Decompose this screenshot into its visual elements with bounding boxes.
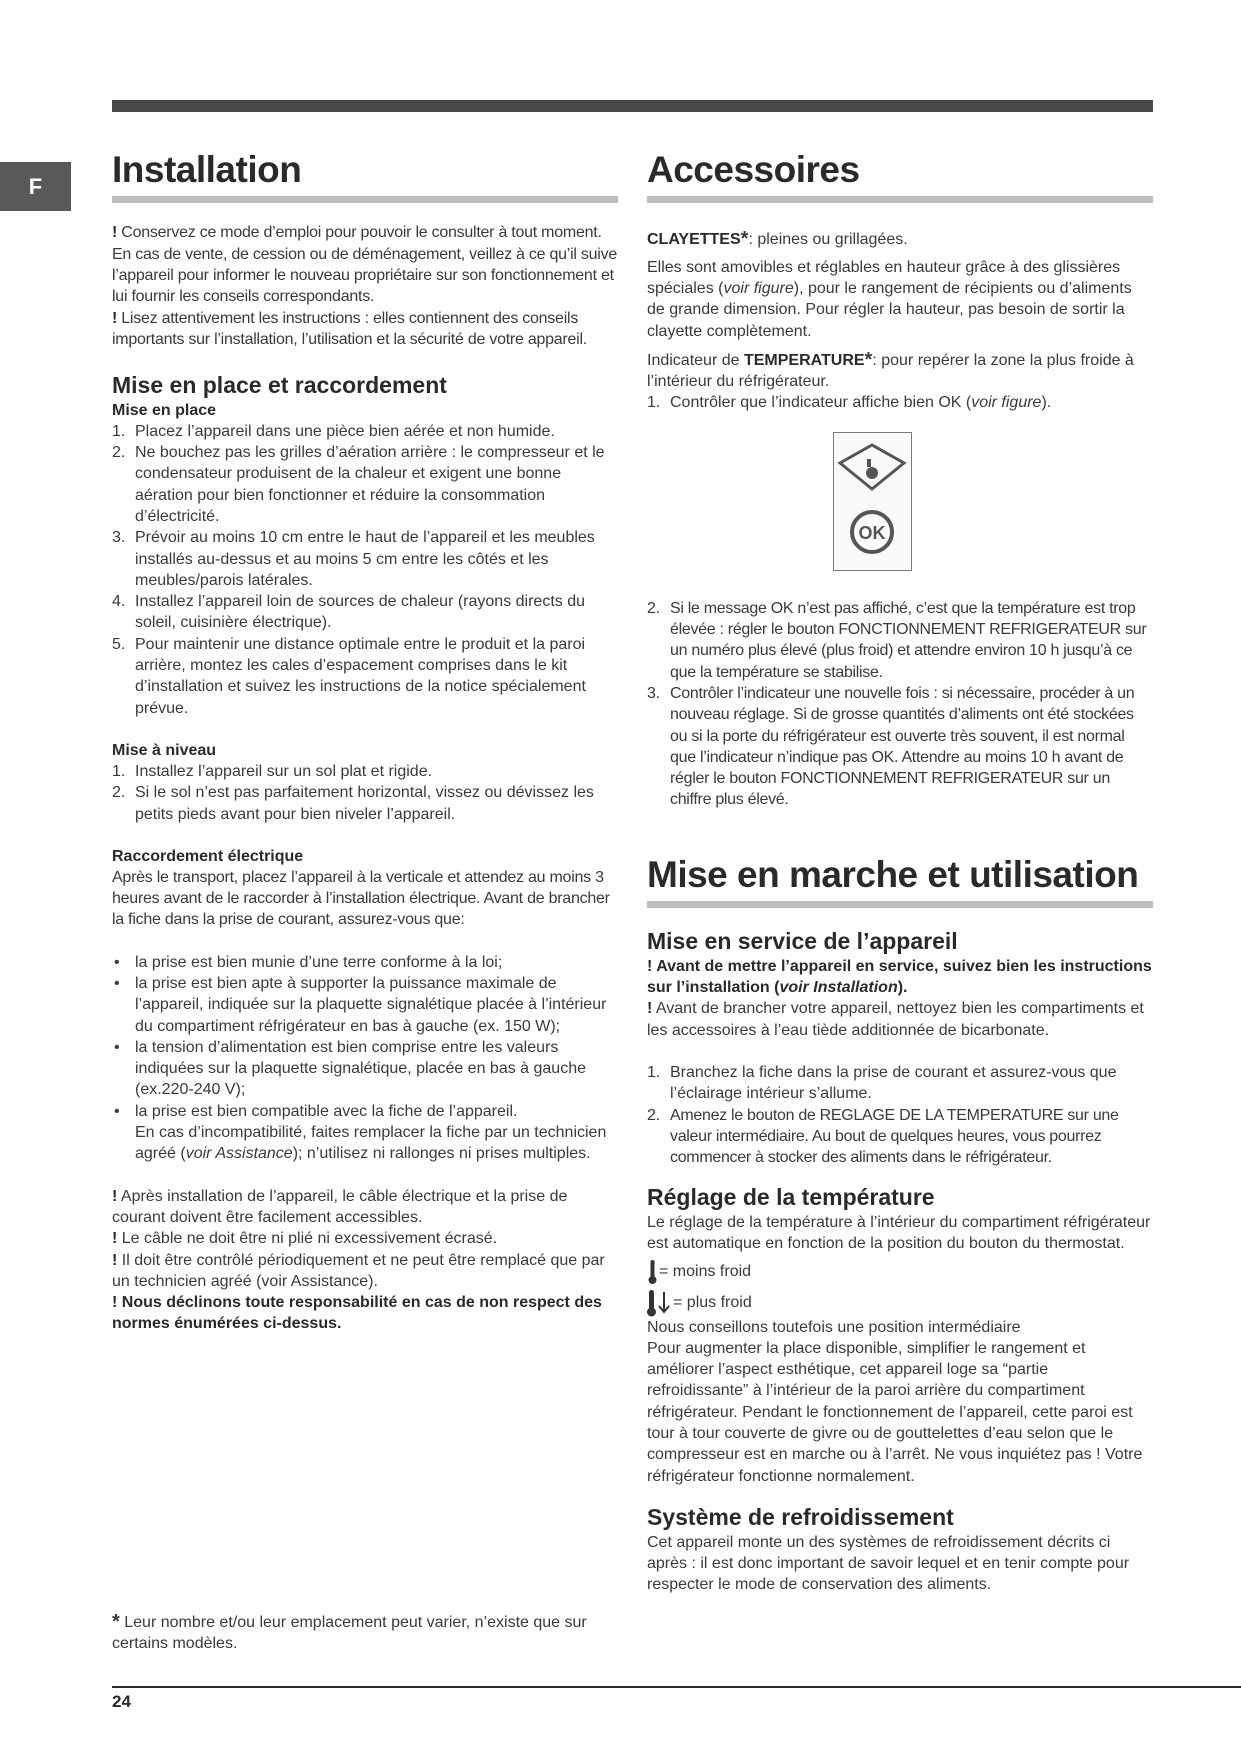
more-cold-label: = plus froid <box>673 1293 752 1311</box>
list-item: 2. Ne bouchez pas les grilles d’aération arrière : le compresseur et le condensateur produisent de la chaleur et exigent une bonne aération pour bien fonctionner et réduire la consommation d’électricité. <box>112 444 605 525</box>
service-bold-warning: ! Avant de mettre l’appareil en service, suivez bien les instructions sur l’installation (voir Installation). <box>647 957 1152 997</box>
list-item: 1. Contrôler que l’indicateur affiche bien OK (voir figure). <box>647 394 1052 412</box>
level-list <box>112 761 618 825</box>
list-item: 3. Prévoir au moins 10 cm entre le haut de l’appareil et les meubles installés au-dessus et au moins 5 cm entre les côtés et les meubles/parois latérales. <box>112 529 595 589</box>
indicator-drawing <box>834 433 911 570</box>
usage-title: Mise en marche et utilisation <box>647 853 1139 895</box>
temperature-description: Le réglage de la température à l’intérieur du compartiment réfrigérateur est automatique en fonction de la position du bouton du thermostat. <box>647 1213 1151 1253</box>
subsection-title-electric: Raccordement électrique <box>112 847 304 865</box>
list-item: • la tension d’alimentation est bien comprise entre les valeurs indiquées sur la plaquette signalétique, placée en bas à gauche (ex.220-240 V); <box>114 1038 586 1099</box>
subsection-title-placement: Mise en place <box>112 401 217 419</box>
list-item: 1. Placez l’appareil dans une pièce bien aérée et non humide. <box>112 422 555 440</box>
section-title-service: Mise en service de l’appareil <box>647 928 958 955</box>
less-cold-row <box>647 1259 1153 1285</box>
ok-label: OK <box>858 522 886 543</box>
warning-line: ! Il doit être contrôlé périodiquement et ne peut être remplacé que par un technicien agréé (voir Assistance). <box>112 1251 605 1290</box>
warning-line: ! Après installation de l’appareil, le câble électrique et la prise de courant doivent être facilement accessibles. <box>112 1187 568 1226</box>
title-underline <box>647 196 1153 203</box>
liability-warning: ! Nous déclinons toute responsabilité en cas de non respect des normes énumérées ci-dessus. <box>112 1294 602 1333</box>
list-item: 2. Si le sol n’est pas parfaitement horizontal, vissez ou dévissez les petits pieds avant pour bien niveler l’appareil. <box>112 784 594 823</box>
shelves-description: Elles sont amovibles et réglables en hauteur grâce à des glissières spéciales (voir figure), pour le rangement de récipients ou d’aliments de grande dimension. Pour régler la hauteur, pas besoin de sortir la clayette complètement. <box>647 258 1132 340</box>
list-item: 4. Installez l’appareil loin de sources de chaleur (rayons directs du soleil, cuisinière électrique). <box>112 593 586 632</box>
list-item: 1. Installez l’appareil sur un sol plat et rigide. <box>112 762 433 780</box>
section-title-temperature: Réglage de la température <box>647 1184 935 1211</box>
shelves-line: CLAYETTES*: pleines ou grillagées. <box>647 228 908 251</box>
section-title-placement: Mise en place et raccordement <box>112 372 447 399</box>
list-item: 3. Contrôler l’indicateur une nouvelle fois : si nécessaire, procéder à un nouveau réglage. Si de grosse quantités d’aliments ont été stockées ou si la porte du réfrigérateur est ouverte très souvent, il est normal que l’indicateur n’indique pas OK. Attendre au moins 10 h avant de régler le bouton FONCTIONNEMENT REFRIGERATEUR sur un chiffre plus élevé. <box>647 684 1135 809</box>
language-tab: F <box>0 162 71 211</box>
right-column <box>647 148 1153 1595</box>
subsection-title-level: Mise à niveau <box>112 741 217 759</box>
top-rule <box>112 100 1153 112</box>
footnote-text: Leur nombre et/ou leur emplacement peut varier, n’existe que sur certains modèles. <box>112 1614 587 1653</box>
thermometer-icon <box>647 1259 659 1285</box>
intro-block <box>112 222 618 350</box>
service-note: ! Avant de brancher votre appareil, nettoyez bien les compartiments et les accessoires à l’eau tiède additionnée de bicarbonate. <box>647 1000 1144 1039</box>
list-item: 2. Si le message OK n’est pas affiché, c’est que la température est trop élevée : régler le bouton FONCTIONNEMENT REFRIGERATEUR sur un numéro plus élevé (plus froid) et attendre environ 10 h jusqu’à ce que la température se stabilise. <box>647 599 1147 681</box>
page-number: 24 <box>112 1692 131 1711</box>
title-underline <box>647 901 1153 908</box>
warning-line: ! Le câble ne doit être ni plié ni excessivement écrasé. <box>112 1230 498 1248</box>
more-cold-row <box>647 1289 1153 1317</box>
electric-intro: Après le transport, placez l’appareil à la verticale et attendez au moins 3 heures avant de le raccorder à l’installation électrique. Avant de brancher la fiche dans la prise de courant, assurez-vous que: <box>112 868 610 929</box>
electric-checklist <box>112 952 618 1165</box>
asterisk: * <box>112 1611 120 1633</box>
service-list <box>647 1062 1153 1168</box>
title-underline <box>112 196 618 203</box>
list-item: 2. Amenez le bouton de REGLAGE DE LA TEMPERATURE sur une valeur intermédiaire. Au bout de quelques heures, vous pourrez commencer à stocker des aliments dans le réfrigérateur. <box>647 1106 1119 1167</box>
accessories-title: Accessoires <box>647 149 860 190</box>
temperature-indicator-line: Indicateur de TEMPERATURE*: pour repérer la zone la plus froide à l’intérieur du réfrigérateur. <box>647 348 1134 391</box>
list-item: 1. Branchez la fiche dans la prise de courant et assurez-vous que l’éclairage intérieur s’allume. <box>647 1063 1117 1103</box>
installation-title: Installation <box>112 149 302 190</box>
list-item: • la prise est bien munie d’une terre conforme à la loi; <box>114 953 503 971</box>
footer-rule <box>112 1686 1241 1688</box>
cooling-description: Cet appareil monte un des systèmes de refroidissement décrits ci après : il est donc important de savoir lequel et en tenir compte pour respecter le mode de conservation des aliments. <box>647 1533 1130 1594</box>
list-item: 5. Pour maintenir une distance optimale entre le produit et la paroi arrière, montez les cales d’espacement comprises dans le kit d’installation et suivez les instructions de la notice spécialement prévue. <box>112 635 586 717</box>
footnote <box>112 1612 618 1655</box>
indicator-check-list <box>647 392 1153 413</box>
section-title-cooling: Système de refroidissement <box>647 1503 954 1530</box>
intro-paragraph: ! Conservez ce mode d’emploi pour pouvoir le consulter à tout moment. En cas de vente, de cession ou de déménagement, veillez à ce qu’il suive l’appareil pour informer le nouveau propriétaire sur son fonctionnement et lui fournir les conseils correspondants. <box>112 224 617 306</box>
intro-paragraph: ! Lisez attentivement les instructions : elles contiennent des conseils importants sur l’installation, l’utilisation et la sécurité de votre appareil. <box>112 309 587 348</box>
list-item: • la prise est bien apte à supporter la puissance maximale de l’appareil, indiquée sur la plaquette signalétique placée à l’intérieur du compartiment réfrigérateur en bas à gauche (ex. 150 W); <box>114 975 607 1035</box>
left-column <box>112 148 618 1335</box>
less-cold-label: = moins froid <box>659 1262 752 1280</box>
temperature-indicator-figure <box>833 432 912 571</box>
thermometer-cold-icon <box>647 1289 673 1317</box>
placement-list <box>112 421 618 719</box>
list-item: • la prise est bien compatible avec la fiche de l’appareil. <box>114 1102 518 1120</box>
indicator-steps <box>647 598 1153 811</box>
cooling-space-paragraph: Pour augmenter la place disponible, simplifier le rangement et améliorer l’aspect esthétique, cet appareil loge sa “partie refroidissante” à l’intérieur de la paroi arrière du compartiment réfrigérateur. Pendant le fonctionnement de l’appareil, cette paroi est tour à tour couverte de givre ou de gouttelettes d’eau selon que le compresseur est en marche ou à l’arrêt. Ne vous inquiétez pas ! Votre réfrigérateur fonctionne normalement. <box>647 1339 1143 1485</box>
incompatibility-note: En cas d’incompatibilité, faites remplacer la fiche par un technicien agréé (voir Assistance); n’utilisez ni rallonges ni prises multiples. <box>135 1124 607 1163</box>
warnings-block <box>112 1186 618 1335</box>
advice-line: Nous conseillons toutefois une position intermédiaire <box>647 1318 1021 1336</box>
